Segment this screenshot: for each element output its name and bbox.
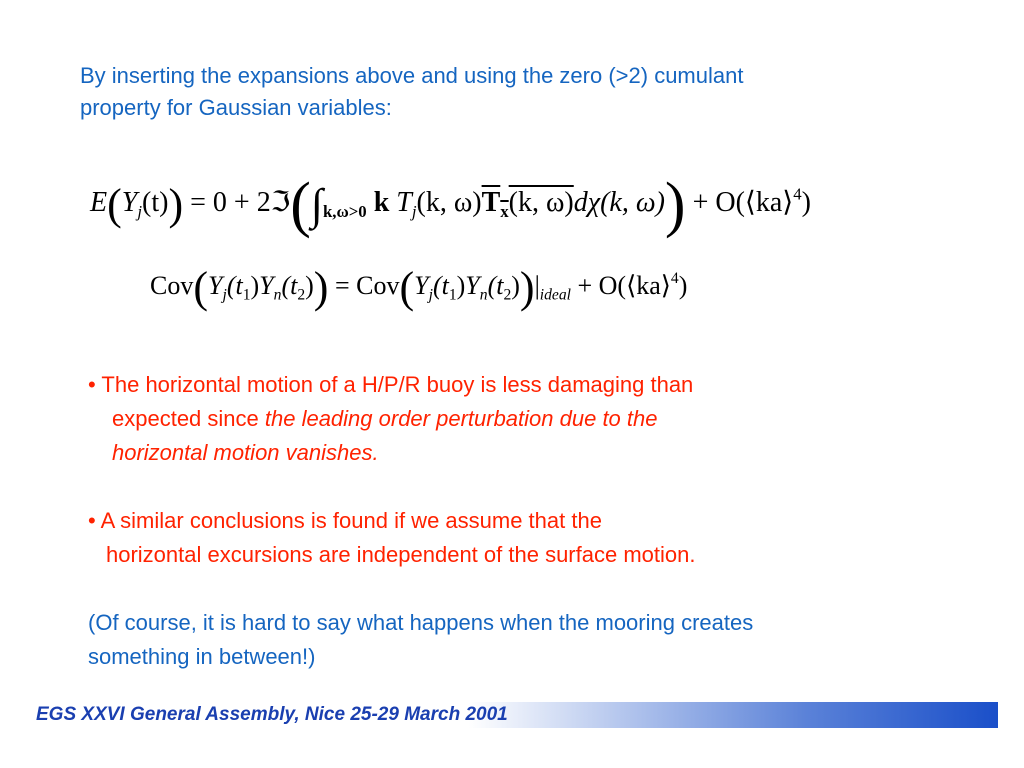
bullet-2-line-1: • A similar conclusions is found if we assume that the — [88, 508, 602, 533]
intro-text — [80, 60, 980, 124]
note-line-1: (Of course, it is hard to say what happens when the mooring creates — [88, 610, 754, 635]
intro-line-1: By inserting the expansions above and using the zero (>2) cumulant — [80, 63, 744, 88]
bullet-list — [88, 368, 988, 674]
bullet-1-line-2: expected since the leading order perturbation due to the — [112, 406, 658, 431]
footer-bar — [36, 702, 998, 728]
footer-text: EGS XXVI General Assembly, Nice 25-29 March 2001 — [36, 704, 508, 725]
note-line-2: something in between!) — [88, 644, 316, 669]
bullet-1-line-1: • The horizontal motion of a H/P/R buoy is less damaging than — [88, 372, 694, 397]
intro-line-2: property for Gaussian variables: — [80, 95, 392, 120]
equation-expectation: $E(Y_j(t)) = 0$ + $2ℑ(\int_{k,\omega>0}$ k $T_j(k$, $\omega)T_x(k$, ω)dχ(k, ω)) + O(⟨ka⟩$^4$) — [90, 171, 811, 239]
bullet-1-line-3: horizontal motion vanishes. — [112, 440, 379, 465]
equation-covariance: $Cov(Y_j(t_1)Y_n(t_2)) = Cov(Y_j(t_1)Y_n(t_2))|_{ideal}$ + O(⟨ka⟩$^4$) — [150, 263, 688, 312]
bullet-2-line-2: horizontal excursions are independent of the surface motion. — [106, 542, 696, 567]
